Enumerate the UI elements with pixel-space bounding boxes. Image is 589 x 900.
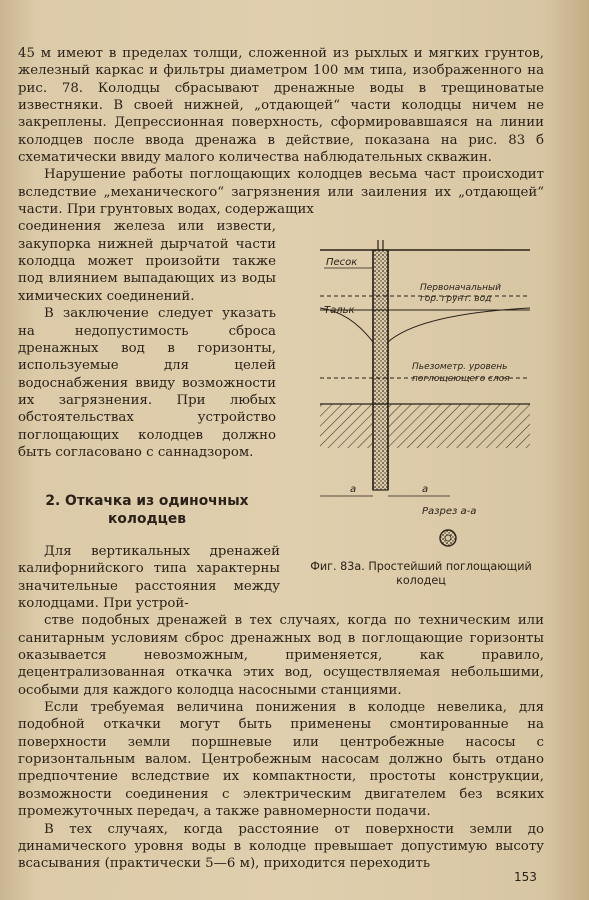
paragraph-1: 45 м имеют в пределах толщи, сложенной из рыхлых и мягких грунтов, железный каркас и фильтры диаметром 100 мм типа, изображенного на рис. 78. Колодцы сбрасывают дренажные воды в трещиноватые известняки. В своей нижней, „отдающей“ части колодцы ничем не закреплены. Депрессионная поверхность, сформировавшаяся на линии колодцев после ввода дренажа в действие, показана на рис. 83 б схематически ввиду малого количества наблюдательных скважин. bbox=[18, 46, 544, 166]
well-diagram bbox=[290, 238, 550, 558]
page-number: 153 bbox=[514, 870, 537, 884]
paragraph-2-continued: соединения железа или извести, закупорка нижней дырчатой части колодца может произойти также под влиянием выпадающих из воды химических соединений. bbox=[18, 219, 276, 304]
lower-text bbox=[18, 543, 544, 873]
paragraph-4: Для вертикальных дренажей калифорнийского типа характерны значительные расстояния между колодцами. При устрой- bbox=[18, 544, 280, 612]
paragraph-3: В заключение следует указать на недопустимость сброса дренажных вод в горизонты, используемые для целей водоснабжения ввиду возможности их загрязнения. При любых обстоятельствах устройство поглощающих колодцев должно быть согласовано с саннадзором. bbox=[18, 306, 276, 460]
absorbing-layer-right bbox=[388, 404, 530, 448]
well-diagram-svg bbox=[290, 238, 550, 558]
paragraph-4-continued: стве подобных дренажей в тех случаях, когда по техническим или санитарным условиям сброс дренажных вод в поглощающие горизонты оказывается невозможным, применяется, как правило, децентрализованная откачка этих вод, осуществляемая небольшими, особыми для каждого колодца насосными станциями. bbox=[18, 613, 544, 698]
section-circle-inner bbox=[445, 535, 451, 541]
wrapped-column bbox=[18, 218, 276, 461]
label-piezometric-2: поглощающего слоя bbox=[412, 374, 510, 384]
paragraph-6: В тех случаях, когда расстояние от поверхности земли до динамического уровня воды в колодце превышает допустимую высоту всасывания (практически 5—6 м), приходится переходить bbox=[18, 821, 544, 872]
absorbing-layer-left bbox=[320, 404, 373, 448]
label-a-left: а bbox=[350, 484, 357, 495]
label-initial-level: Первоначальный bbox=[420, 283, 501, 293]
figure-caption: Фиг. 83а. Простейший поглощающий колодец bbox=[310, 560, 532, 587]
label-initial-level-2: гор. грунт. вод bbox=[420, 294, 492, 304]
section-heading: 2. Откачка из одиночных колодцев bbox=[45, 493, 249, 527]
paragraph-2: Нарушение работы поглощающих колодцев весьма част происходит вследствие „механического“ загрязнения или заиления их „отдающей“ части. При грунтовых водах, содержащих bbox=[18, 167, 544, 218]
well-fill bbox=[373, 250, 388, 490]
label-section: Разрез а-а bbox=[422, 506, 477, 517]
paragraph-5: Если требуемая величина понижения в колодце невелика, для подобной откачки могут быть применены смонтированные на поверхности земли поршневые или центробежные насосы с горизонтальным валом. Центробежным насосам должно быть отдано предпочтение вследствие их компактности, простоты конструкции, возможности соединения с электрическим двигателем без всяких промежуточных передач, а также равномерности подачи. bbox=[18, 700, 544, 820]
label-clay: Тальк bbox=[324, 305, 355, 316]
depression-curve-right bbox=[388, 308, 530, 342]
label-sand: Песок bbox=[326, 257, 358, 268]
label-piezometric: Пьезометр. уровень bbox=[412, 362, 508, 372]
label-a-right: а bbox=[422, 484, 429, 495]
